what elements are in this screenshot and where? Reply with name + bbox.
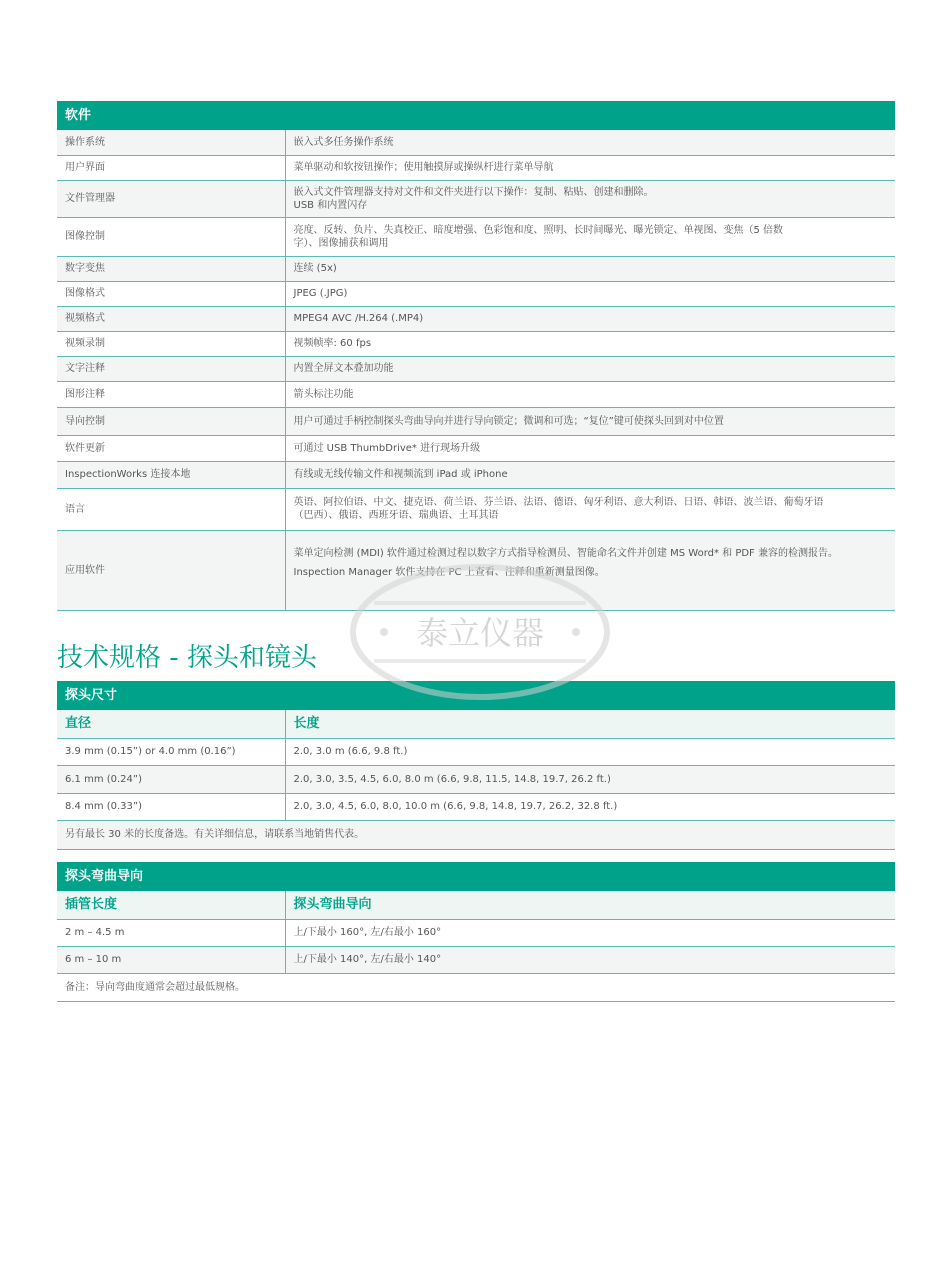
row-label: 语言 [57,488,285,530]
table-row [57,217,895,256]
row-value-line: （巴西）、俄语、西班牙语、瑞典语、土耳其语 [293,510,499,521]
row-value-line: 菜单定向检测 (MDI) 软件通过检测过程以数字方式指导检测员、智能命名文件并创建 MS Word* 和 PDF 兼容的检测报告。 [293,548,838,559]
column-header: 探头弯曲导向 [285,891,895,920]
articulation-cell: 上/下最小 160°, 左/右最小 160° [285,919,895,946]
table-row [57,461,895,488]
table-row [57,281,895,306]
row-value: 内置全屏文本叠加功能 [285,356,895,381]
row-value: 有线或无线传输文件和视频流到 iPad 或 iPhone [285,461,895,488]
probe-size-table [57,681,895,850]
row-label: 操作系统 [57,130,285,155]
row-value: 视频帧率: 60 fps [285,331,895,356]
row-value [285,180,895,217]
row-value: 可通过 USB ThumbDrive* 进行现场升级 [285,435,895,461]
watermark-text: 泰立仪器 [415,614,545,652]
table-row [57,946,895,973]
row-value-line: 英语、阿拉伯语、中文、捷克语、荷兰语、芬兰语、法语、德语、匈牙利语、意大利语、日语、韩语、波兰语、葡萄牙语 [293,497,824,508]
table-row [57,488,895,530]
row-label: 应用软件 [57,530,285,610]
page [57,101,895,1002]
row-value [285,488,895,530]
software-table [57,101,895,611]
row-value: JPEG (.JPG) [285,281,895,306]
column-header: 插管长度 [57,891,285,920]
row-value [285,217,895,256]
articulation-cell: 上/下最小 140°, 左/右最小 140° [285,946,895,973]
table-row [57,530,895,610]
row-value-line: Inspection Manager 软件支持在 PC 上查看、注释和重新测量图像。 [293,567,605,578]
table-row [57,356,895,381]
row-label: 导向控制 [57,407,285,435]
row-label: 图像格式 [57,281,285,306]
spec-title: 技术规格 - 探头和镜头 [57,642,317,673]
row-label: 视频格式 [57,306,285,331]
column-header: 直径 [57,710,285,739]
table-row [57,765,895,793]
note-row [57,973,895,1001]
table-row [57,306,895,331]
column-header: 长度 [285,710,895,739]
row-label: 文件管理器 [57,180,285,217]
row-value-line: 嵌入式文件管理器支持对文件和文件夹进行以下操作：复制、粘贴、创建和删除。 [293,186,654,198]
row-label: 数字变焦 [57,256,285,281]
column-header-row [57,891,895,920]
table-row [57,381,895,407]
row-label: 图像控制 [57,217,285,256]
row-label: 图形注释 [57,381,285,407]
row-value: 嵌入式多任务操作系统 [285,130,895,155]
articulation-header: 探头弯曲导向 [57,862,895,891]
table-row [57,155,895,180]
row-value-line: USB 和内置闪存 [293,199,368,211]
table-row [57,331,895,356]
length-cell: 2.0, 3.0 m (6.6, 9.8 ft.) [285,738,895,765]
length-cell: 2.0, 3.0, 4.5, 6.0, 8.0, 10.0 m (6.6, 9.8, 14.8, 19.7, 26.2, 32.8 ft.) [285,793,895,820]
row-value: 连续 (5x) [285,256,895,281]
column-header-row [57,710,895,739]
row-value: MPEG4 AVC /H.264 (.MP4) [285,306,895,331]
row-value-line: 亮度、反转、负片、失真校正、暗度增强、色彩饱和度、照明、长时间曝光、曝光锁定、单视图、变焦（5 倍数 [293,224,784,236]
row-value: 用户可通过手柄控制探头弯曲导向并进行导向锁定；微调和可选；“复位”键可使探头回到对中位置 [285,407,895,435]
table-row [57,180,895,217]
row-label: 视频录制 [57,331,285,356]
insertion-length-cell: 2 m – 4.5 m [57,919,285,946]
table-row [57,793,895,820]
probe-size-header: 探头尺寸 [57,681,895,710]
row-value: 菜单驱动和软按钮操作；使用触摸屏或操纵杆进行菜单导航 [285,155,895,180]
insertion-length-cell: 6 m – 10 m [57,946,285,973]
note-row [57,820,895,849]
row-value: 箭头标注功能 [285,381,895,407]
row-label: 软件更新 [57,435,285,461]
table-row [57,407,895,435]
row-label: InspectionWorks 连接本地 [57,461,285,488]
diameter-cell: 8.4 mm (0.33”) [57,793,285,820]
software-header: 软件 [57,101,895,130]
row-label: 文字注释 [57,356,285,381]
articulation-note: 备注：导向弯曲度通常会超过最低规格。 [57,973,895,1001]
table-row [57,256,895,281]
articulation-table [57,862,895,1002]
table-row [57,130,895,155]
table-row [57,919,895,946]
table-row [57,435,895,461]
row-value [285,530,895,610]
diameter-cell: 6.1 mm (0.24”) [57,765,285,793]
length-cell: 2.0, 3.0, 3.5, 4.5, 6.0, 8.0 m (6.6, 9.8, 11.5, 14.8, 19.7, 26.2 ft.) [285,765,895,793]
row-label: 用户界面 [57,155,285,180]
table-row [57,738,895,765]
probe-size-note: 另有最长 30 米的长度备选。有关详细信息，请联系当地销售代表。 [57,820,895,849]
diameter-cell: 3.9 mm (0.15”) or 4.0 mm (0.16”) [57,738,285,765]
row-value-line: 字）、图像捕获和调用 [293,237,389,249]
